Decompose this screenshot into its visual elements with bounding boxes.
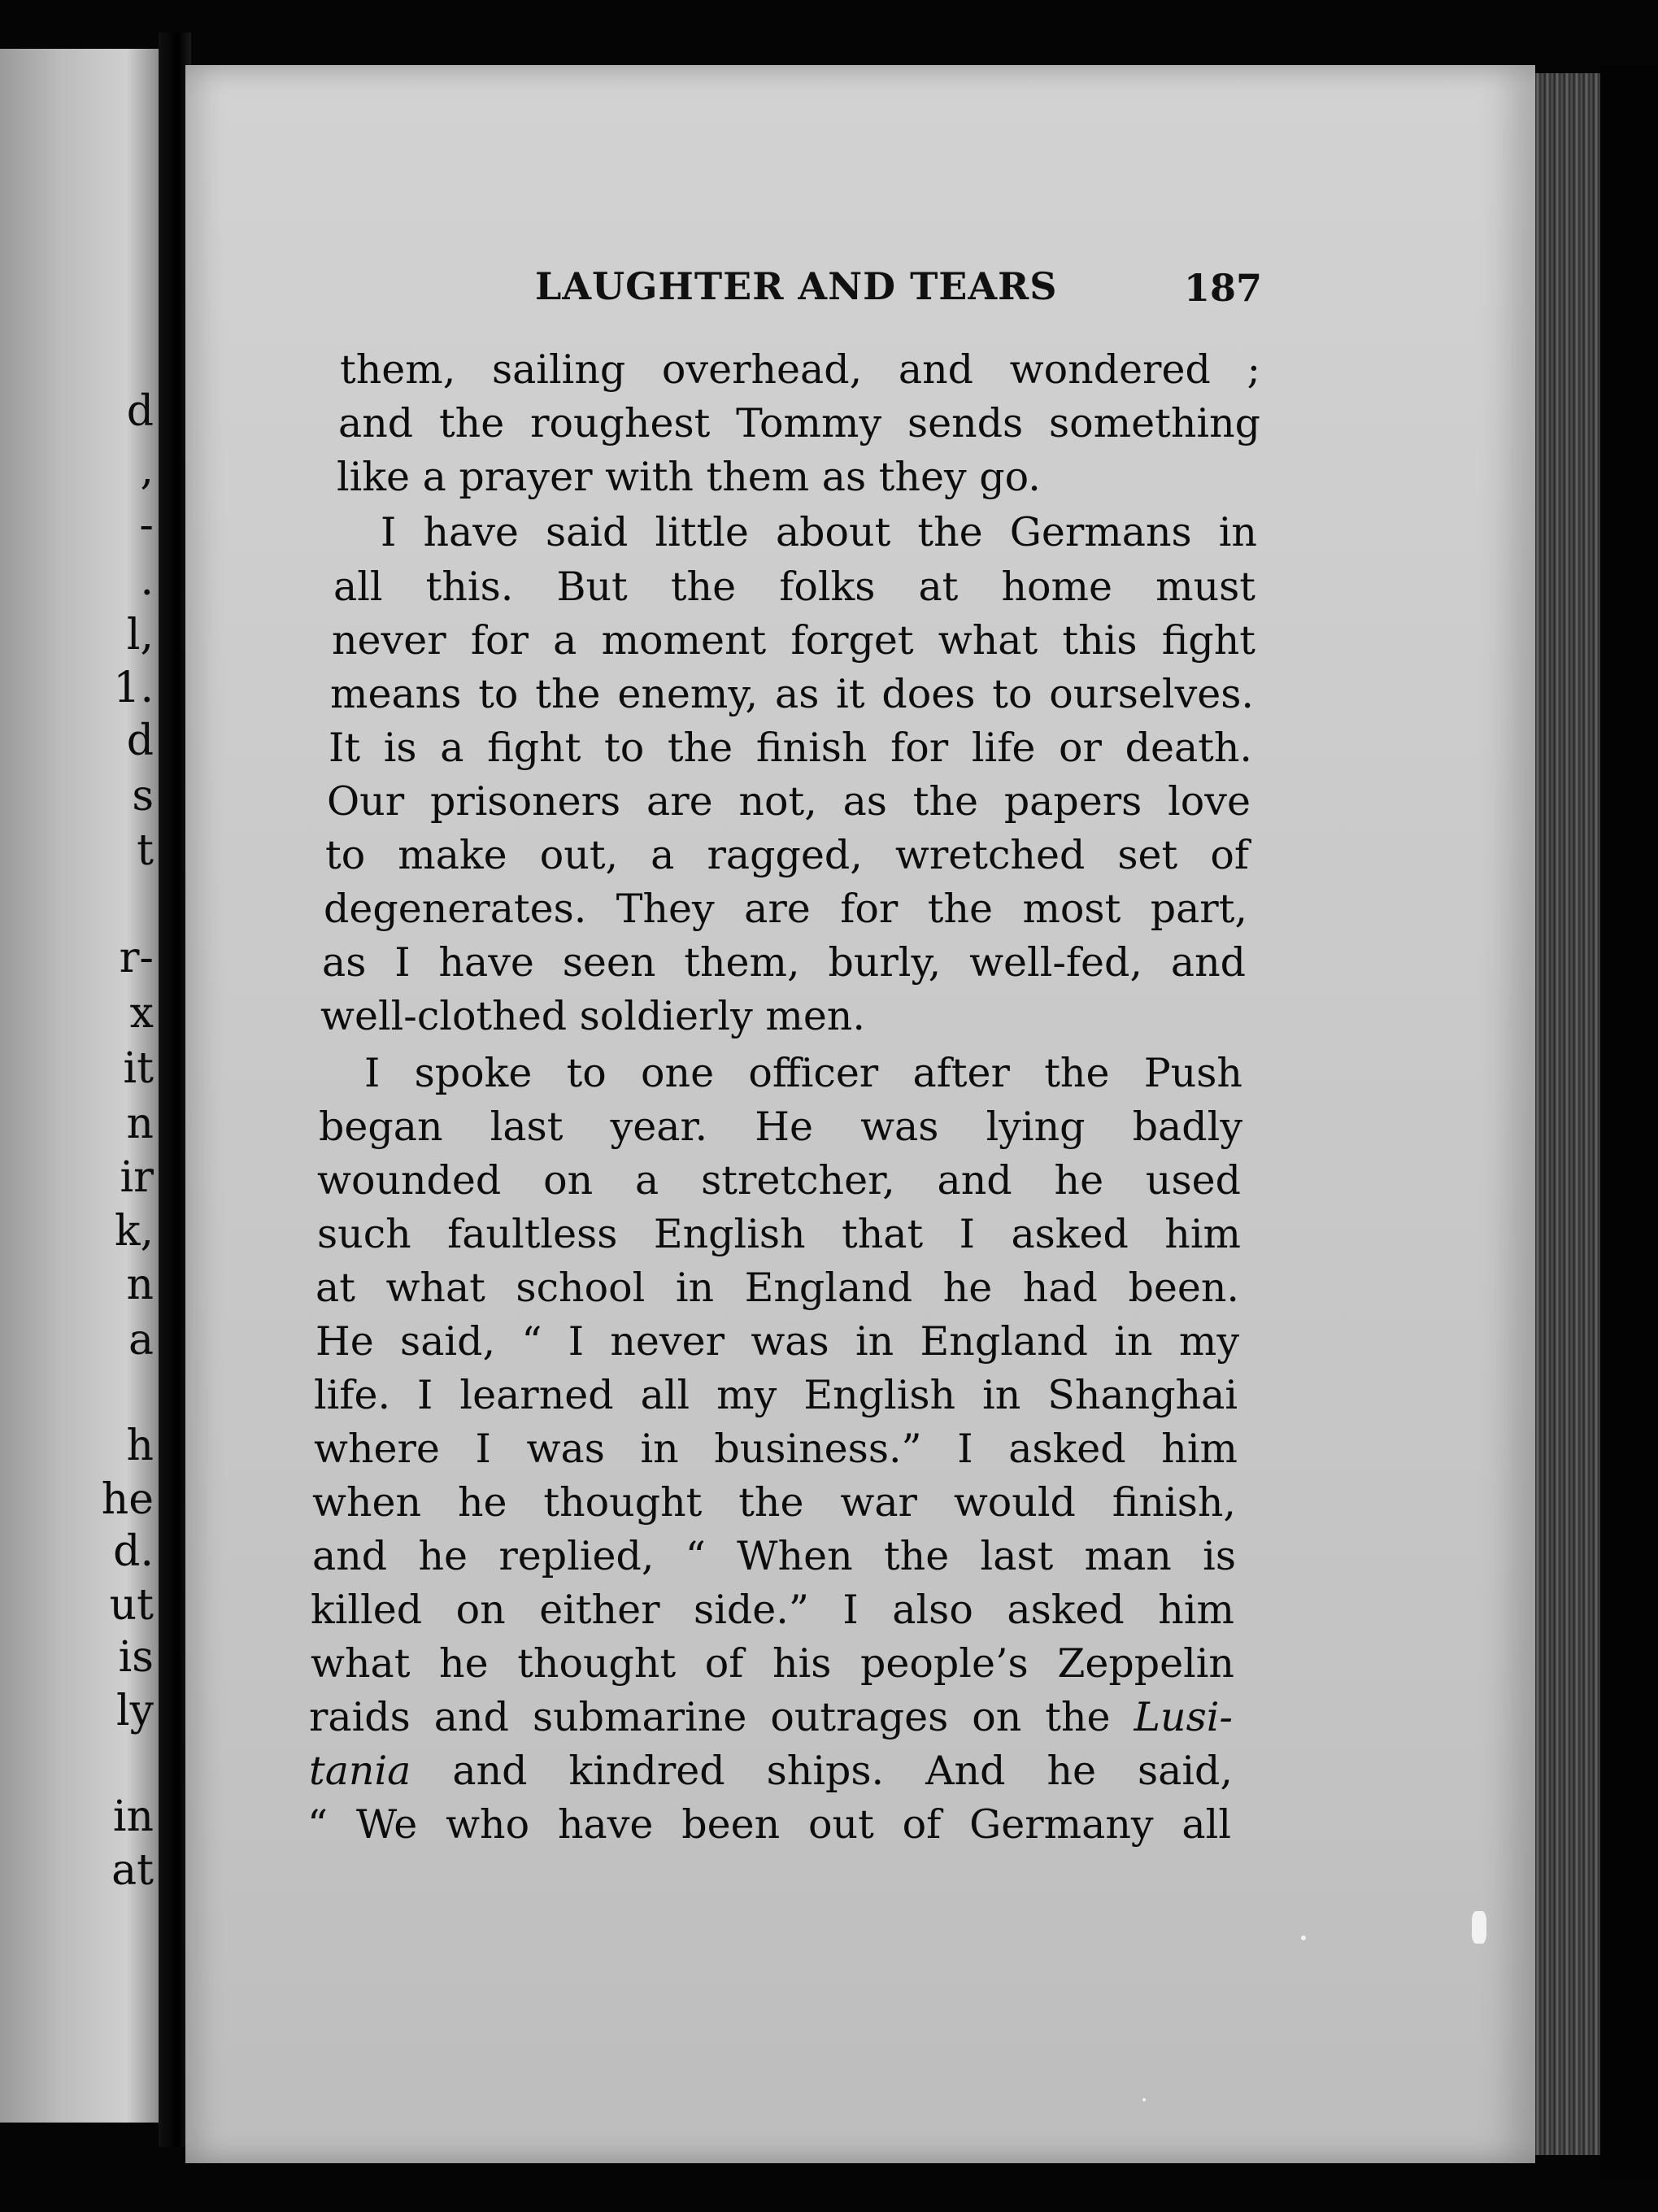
left-fragment: d xyxy=(126,716,154,765)
text-line: life. I learned all my English in Shanghai xyxy=(314,1372,1238,1418)
text-line: began last year. He was lying badly xyxy=(319,1104,1242,1150)
text-line: never for a moment forget what this fight xyxy=(332,617,1255,664)
left-fragment: at xyxy=(111,1846,154,1895)
text-line: like a prayer with them as they go. xyxy=(337,454,1041,500)
left-fragment: - xyxy=(139,501,154,550)
text-line: He said, “ I never was in England in my xyxy=(315,1318,1239,1365)
left-fragment: a xyxy=(128,1316,154,1365)
left-fragment: n xyxy=(126,1099,154,1148)
text-line: and the roughest Tommy sends something xyxy=(338,400,1260,446)
italic-word: tania xyxy=(309,1748,411,1794)
left-fragment: . xyxy=(140,556,154,605)
left-fragment: t xyxy=(137,826,154,875)
italic-word: Lusi- xyxy=(1134,1694,1233,1740)
text-line: I spoke to one officer after the Push xyxy=(364,1050,1242,1096)
text-line: Our prisoners are not, as the papers love xyxy=(327,778,1251,825)
text-line: “ We who have been out of Germany all xyxy=(307,1801,1231,1848)
left-fragment: d. xyxy=(113,1527,154,1576)
left-fragment: k, xyxy=(114,1207,154,1256)
text-line: such faultless English that I asked him xyxy=(317,1211,1241,1257)
text-line: means to the enemy, as it does to ourselves. xyxy=(330,671,1254,717)
left-fragment: ly xyxy=(115,1687,154,1735)
left-fragment: he xyxy=(101,1475,154,1524)
text-line: as I have seen them, burly, well-fed, and xyxy=(322,939,1246,986)
text-line: where I was in business.” I asked him xyxy=(314,1426,1238,1472)
left-fragment: , xyxy=(140,446,154,494)
left-fragment: r- xyxy=(119,934,154,982)
text-line: when he thought the war would finish, xyxy=(312,1479,1236,1526)
left-fragment: d xyxy=(126,387,154,436)
text-line: all this. But the folks at home must xyxy=(333,564,1255,610)
left-fragment: x xyxy=(129,989,154,1038)
text-line: I have said little about the Germans in xyxy=(381,509,1257,555)
text-segment: and kindred ships. And he said, xyxy=(452,1748,1234,1794)
text-line: them, sailing overhead, and wondered ; xyxy=(340,346,1260,393)
running-head: LAUGHTER AND TEARS xyxy=(535,264,1058,308)
left-fragment: s xyxy=(132,772,154,821)
text-line: It is a fight to the finish for life or death. xyxy=(329,725,1252,771)
text-line: to make out, a ragged, wretched set of xyxy=(325,832,1249,878)
left-fragment: n xyxy=(126,1261,154,1309)
left-fragment: in xyxy=(112,1792,154,1841)
text-line xyxy=(309,1747,1233,1796)
page-number: 187 xyxy=(1183,266,1262,310)
text-line: what he thought of his people’s Zeppelin xyxy=(311,1640,1234,1687)
text-line: wounded on a stretcher, and he used xyxy=(317,1157,1241,1204)
left-fragment: 1. xyxy=(113,664,154,712)
left-fragment: ut xyxy=(109,1581,154,1630)
text-line: degenerates. They are for the most part, xyxy=(324,886,1247,932)
left-fragment: is xyxy=(118,1633,154,1682)
text-line: well-clothed soldierly men. xyxy=(320,993,865,1039)
dust-speck xyxy=(1142,2098,1146,2101)
text-line: and he replied, “ When the last man is xyxy=(312,1533,1236,1579)
left-fragment: l, xyxy=(126,611,154,660)
text-line xyxy=(309,1693,1233,1742)
text-line: at what school in England he had been. xyxy=(315,1265,1239,1311)
text-line: killed on either side.” I also asked him xyxy=(311,1587,1234,1633)
left-fragment: h xyxy=(126,1422,154,1470)
left-fragment: it xyxy=(123,1044,154,1093)
left-fragment: ir xyxy=(120,1153,154,1202)
text-segment: raids and submarine outrages on the xyxy=(309,1694,1111,1740)
dust-speck xyxy=(1472,1911,1486,1944)
dust-speck xyxy=(1301,1936,1306,1940)
